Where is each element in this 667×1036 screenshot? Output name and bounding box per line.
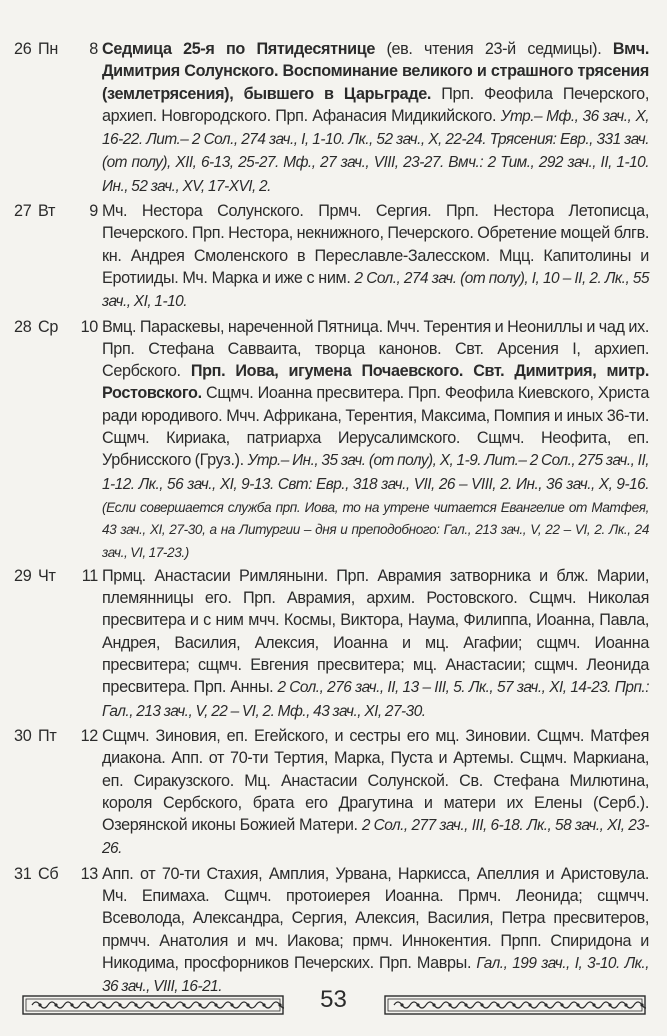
day-number: 30: [14, 726, 32, 745]
entry-date: [14, 38, 102, 60]
feast-title: Седмица 25-я по Пятидесятнице: [102, 40, 375, 58]
weekday-label: Пт: [38, 726, 57, 745]
weekday-label: Чт: [38, 566, 56, 585]
entry-text: [102, 863, 649, 999]
old-style-day: 8: [89, 40, 98, 58]
day-number: 28: [14, 317, 32, 336]
calendar-entry: [14, 200, 649, 313]
entry-text: [102, 565, 649, 723]
entry-date: [14, 316, 102, 338]
entry-date: [14, 200, 102, 222]
calendar-entry: [14, 725, 649, 861]
weekday-label: Вт: [38, 202, 56, 221]
scripture-readings: 2 Сол., 274 зач. (от полу), I, 10 – II, 2. Лк., 55 зач., XI, 1-10.: [102, 269, 649, 311]
entry-date: [14, 863, 102, 885]
day-number: 26: [14, 40, 32, 58]
page-number: 53: [320, 986, 347, 1013]
commemorations-text: Мч. Нестора Солунского. Прмч. Сергия. Прп. Нестора Летописца, Печерского. Прп. Нестора, некнижного, Печерского. Обретение мощей блгв. кн. Андрея Смоленского в Переславле-Залесском. Мцц. Капитолины и Еротииды. Мч. Марка и иже с ним.: [102, 202, 649, 287]
entry-date: [14, 565, 102, 587]
entry-text: [102, 200, 649, 313]
scripture-readings: Гал., 199 зач., I, 3-10. Лк., 36 зач., VIII, 16-21.: [102, 954, 649, 996]
page-footer: [0, 982, 667, 1026]
scripture-readings: 2 Сол., 277 зач., III, 6-18. Лк., 58 зач., XI, 23-26.: [102, 817, 650, 858]
commemorations-text: Прп. Феофила Печерского, архиеп. Новгородского. Прп. Афанасия Мидикийского.: [102, 84, 649, 125]
day-number: 27: [14, 202, 32, 221]
old-style-day: 10: [80, 317, 98, 336]
commemorations-text: Вмц. Параскевы, нареченной Пятница. Мчч. Терентия и Неониллы и чад их. Прп. Стефана Савваита, творца канонов. Свт. Арсения I, архиеп. Сербского.: [102, 317, 649, 381]
entry-text: [102, 725, 649, 861]
calendar-entries: [14, 38, 649, 998]
old-style-day: 13: [80, 864, 98, 883]
entry-text: [102, 38, 649, 198]
commemorations-text: (ев. чтения 23-й седмицы).: [374, 40, 613, 58]
scripture-readings: Утр.– Мф., 36 зач., X, 16-22. Лит.– 2 Сол., 274 зач., I, 1-10. Лк., 52 зач., X, 22-24. Трясения: Евр., 331 зач. (от полу), XII, 6-13, 25-27. Мф., 27 зач., VIII, 23-27. Вмч.: 2 Тим., 292 зач., II, 1-10. Ин., 52 зач., XV, 17-XVI, 2.: [102, 107, 650, 195]
ornamental-border-icon: [384, 994, 646, 1016]
service-note: (Если совершается служба прп. Иова, то на утрене читается Евангелие от Матфея, 43 зач., XI, 27-30, а на Литургии – дня и преподобного: Гал., 213 зач., V, 22 – VI, 2. Лк., 24 зач., VI, 17-23.): [102, 499, 649, 560]
calendar-entry: [14, 316, 649, 563]
calendar-entry: [14, 863, 649, 999]
weekday-label: Пн: [38, 40, 58, 58]
commemorations-text: Сщмч. Зиновия, еп. Егейского, и сестры его мц. Зиновии. Сщмч. Матфея диакона. Апп. от 70-ти Тертия, Марка, Пуста и Артемы. Сщмч. Маркиана, еп. Сиракузского. Мц. Анастасии Солунской. Св. Стефана Милютина, короля Сербского, брата его Драгутина и матери их Елены (Серб.). Озерянской иконы Божией Матери.: [102, 726, 649, 835]
scripture-readings: Утр.– Ин., 35 зач. (от полу), X, 1-9. Лит.– 2 Сол., 275 зач., II, 1-12. Лк., 56 зач., XI, 9-13. Свт: Евр., 318 зач., VII, 26 – VIII, 2. Ин., 36 зач., X, 9-16.: [102, 452, 649, 493]
old-style-day: 12: [80, 726, 98, 745]
day-number: 31: [14, 864, 32, 883]
entry-text: [102, 316, 649, 563]
feast-title: Вмч. Димитрия Солунского. Воспоминание великого и страшного трясения (землетрясения), бывшего в Царьграде.: [102, 40, 649, 103]
old-style-day: 11: [81, 566, 98, 585]
commemorations-text: Апп. от 70-ти Стахия, Амплия, Урвана, Наркисса, Апеллия и Аристовула. Мч. Епимаха. Сщмч. протоиерея Иоанна. Прмч. Леонида; сщмчч. Всеволода, Александра, Сергия, Алексия, Василия, Петра пресвитеров, прмчч. Анатолия и мч. Иакова; прмч. Иннокентия. Прпп. Спиридона и Никодима, просфорников Печерских. Прп. Мавры.: [102, 864, 649, 972]
weekday-label: Ср: [38, 317, 59, 336]
weekday-label: Сб: [38, 864, 59, 883]
commemorations-text: Прмц. Анастасии Римляныни. Прп. Аврамия затворника и блж. Марии, племянницы его. Прп. Аврамия, архим. Ростовского. Сщмч. Николая пресвитера и с ним мчч. Космы, Виктора, Наума, Филиппа, Иоанна, Павла, Андрея, Василия, Алексия, Иоанна и мц. Агафии; сщмч. Иоанна пресвитера; сщмч. Евгения пресвитера; мц. Анастасии; сщмч. Леонида пресвитера. Прп. Анны.: [102, 566, 649, 697]
calendar-entry: [14, 565, 649, 723]
day-number: 29: [14, 566, 32, 585]
commemorations-text: Сщмч. Иоанна пресвитера. Прп. Феофила Киевского, Христа ради юродивого. Мчч. Африкана, Терентия, Максима, Помпия и иных 36-ти. Сщмч. Кириака, патриарха Иерусалимского. Сщмч. Неофита, еп. Урбнисского (Груз.).: [102, 384, 649, 470]
scripture-readings: 2 Сол., 276 зач., II, 13 – III, 5. Лк., 57 зач., XI, 14-23. Прп.: Гал., 213 зач., V, 22 – VI, 2. Мф., 43 зач., XI, 27-30.: [102, 679, 649, 720]
calendar-entry: [14, 38, 649, 198]
old-style-day: 9: [89, 202, 98, 221]
entry-date: [14, 725, 102, 747]
feast-title: Прп. Иова, игумена Почаевского. Свт. Димитрия, митр. Ростовского.: [102, 362, 649, 403]
